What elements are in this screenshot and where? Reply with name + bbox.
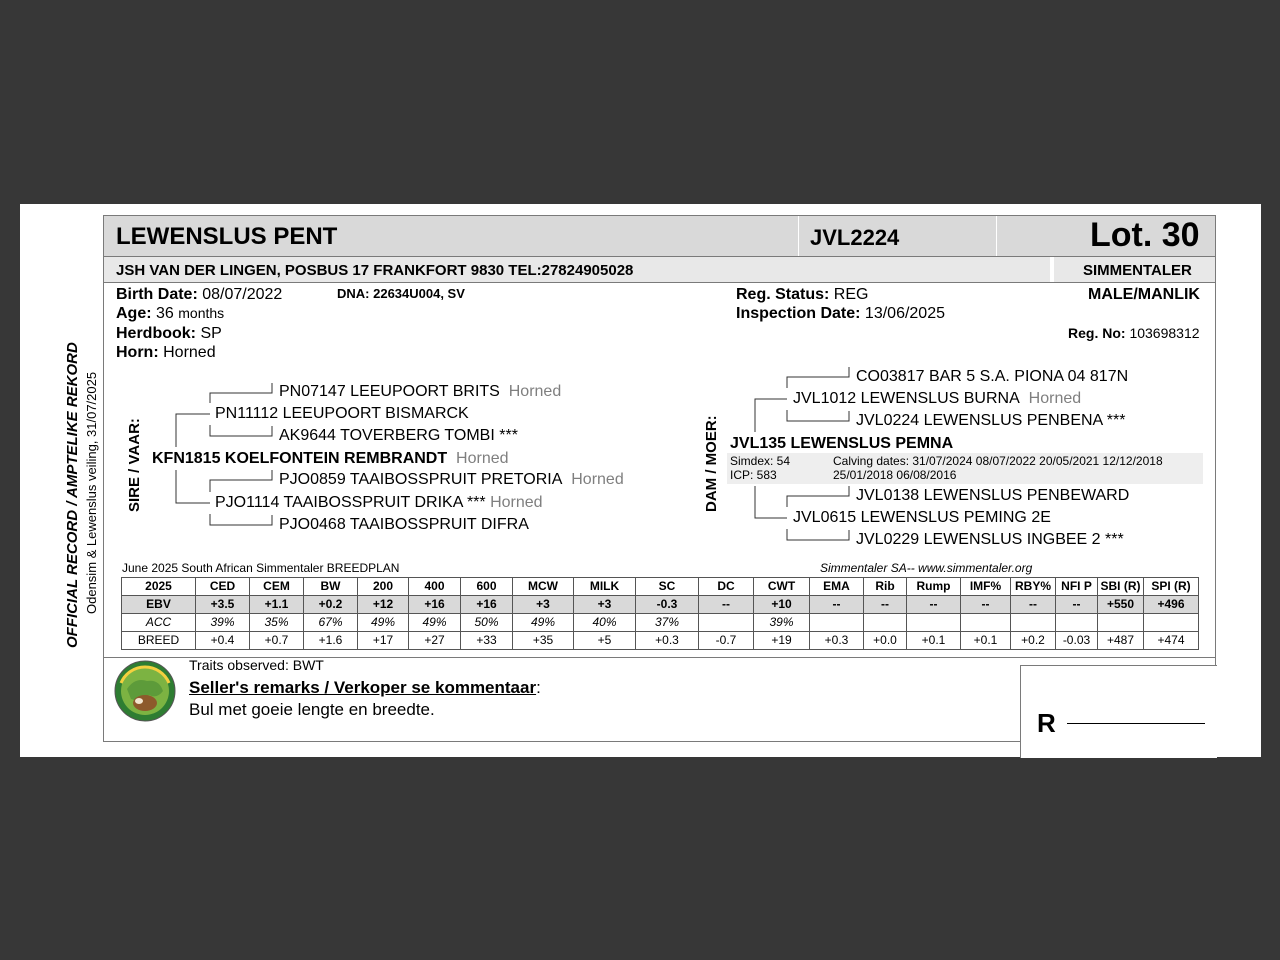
sire-label: SIRE / VAAR: (126, 418, 143, 512)
ebv-table (121, 577, 1199, 650)
dam-sire: JVL1012 LEWENSLUS BURNA Horned (793, 390, 1082, 407)
remarks-heading: Seller's remarks / Verkoper se kommentaar: (189, 678, 541, 697)
inspection-date: Inspection Date: 13/06/2025 (736, 305, 945, 322)
dam-dam: JVL0615 LEWENSLUS PEMING 2E (793, 509, 1051, 526)
lot-number: Lot. 30 (1090, 216, 1200, 254)
owner-line: JSH VAN DER LINGEN, POSBUS 17 FRANKFORT 9830 TEL:27824905028 (116, 262, 634, 279)
sire-sire-sire: PN07147 LEEUPOORT BRITS Horned (279, 383, 562, 400)
dam-calving-dates-2: 25/01/2018 06/08/2016 (833, 468, 957, 482)
reg-number: Reg. No: 103698312 (1068, 325, 1200, 341)
price-input-line[interactable] (1067, 723, 1205, 724)
dam-sire-sire: CO03817 BAR 5 S.A. PIONA 04 817N (856, 368, 1129, 385)
dna-info: DNA: 22634U004, SV (337, 286, 465, 301)
dam-dam-dam: JVL0229 LEWENSLUS INGBEE 2 *** (856, 531, 1124, 548)
dam-dam-sire: JVL0138 LEWENSLUS PENBEWARD (856, 487, 1130, 504)
animal-id: JVL2224 (810, 225, 900, 250)
sire-dam-sire: PJO0859 TAAIBOSSPRUIT PRETORIA Horned (279, 471, 624, 488)
dam-simdex: Simdex: 54 (730, 454, 791, 468)
birth-date: Birth Date: 08/07/2022 (116, 286, 283, 303)
herdbook: Herdbook: SP (116, 325, 222, 342)
traits-observed: Traits observed: BWT (189, 657, 324, 673)
breed-row: BREED +0.4 +0.7 +1.6 +17 +27 +33 +35 +5 +0.3 -0.7 +19 +0.3 +0.0 +0.1 +0.1 +0.2 -0.03 +487 +474 (122, 632, 1199, 650)
sire-sire: PN11112 LEEUPOORT BISMARCK (215, 405, 469, 422)
dam-icp: ICP: 583 (730, 468, 777, 482)
horn-status: Horn: Horned (116, 344, 216, 361)
dam-calving-dates: Calving dates: 31/07/2024 08/07/2022 20/05/2021 12/12/2018 (833, 454, 1163, 468)
dam-sire-dam: JVL0224 LEWENSLUS PENBENA *** (856, 412, 1126, 429)
price-currency: R (1037, 708, 1056, 738)
age: Age: 36 months (116, 305, 225, 322)
simmentaler-logo-icon (113, 659, 177, 723)
dam: JVL135 LEWENSLUS PEMNA (730, 435, 954, 452)
official-record-label: OFFICIAL RECORD / AMPTELIKE REKORD (64, 342, 81, 648)
breedplan-source: Simmentaler SA-- www.simmentaler.org (820, 561, 1033, 575)
sire-sire-dam: AK9644 TOVERBERG TOMBI *** (279, 427, 518, 444)
sire-dam-dam: PJO0468 TAAIBOSSPRUIT DIFRA (279, 516, 529, 533)
breed-name: SIMMENTALER (1083, 262, 1192, 279)
ebv-header-row: 2025 CED CEM BW 200 400 600 MCW MILK SC DC CWT EMA Rib Rump IMF% RBY% NFI P SBI (R) SPI (R) (122, 578, 1199, 596)
reg-status: Reg. Status: REG (736, 286, 869, 303)
sex: MALE/MANLIK (1088, 286, 1200, 303)
animal-name: LEWENSLUS PENT (116, 223, 338, 250)
sale-label: Odensim & Lewenslus veiling, 31/07/2025 (84, 371, 99, 614)
breedplan-caption: June 2025 South African Simmentaler BREEDPLAN (122, 561, 400, 575)
sire: KFN1815 KOELFONTEIN REMBRANDT Horned (152, 450, 509, 467)
ebv-row: EBV +3.5 +1.1 +0.2 +12 +16 +16 +3 +3 -0.3 -- +10 -- -- -- -- -- -- +550 +496 (122, 596, 1199, 614)
remarks-text: Bul met goeie lengte en breedte. (189, 700, 435, 719)
acc-row: ACC 39% 35% 67% 49% 49% 50% 49% 40% 37% 39% (122, 614, 1199, 632)
dam-label: DAM / MOER: (703, 415, 720, 512)
sire-dam: PJO1114 TAAIBOSSPRUIT DRIKA *** Horned (215, 494, 543, 511)
